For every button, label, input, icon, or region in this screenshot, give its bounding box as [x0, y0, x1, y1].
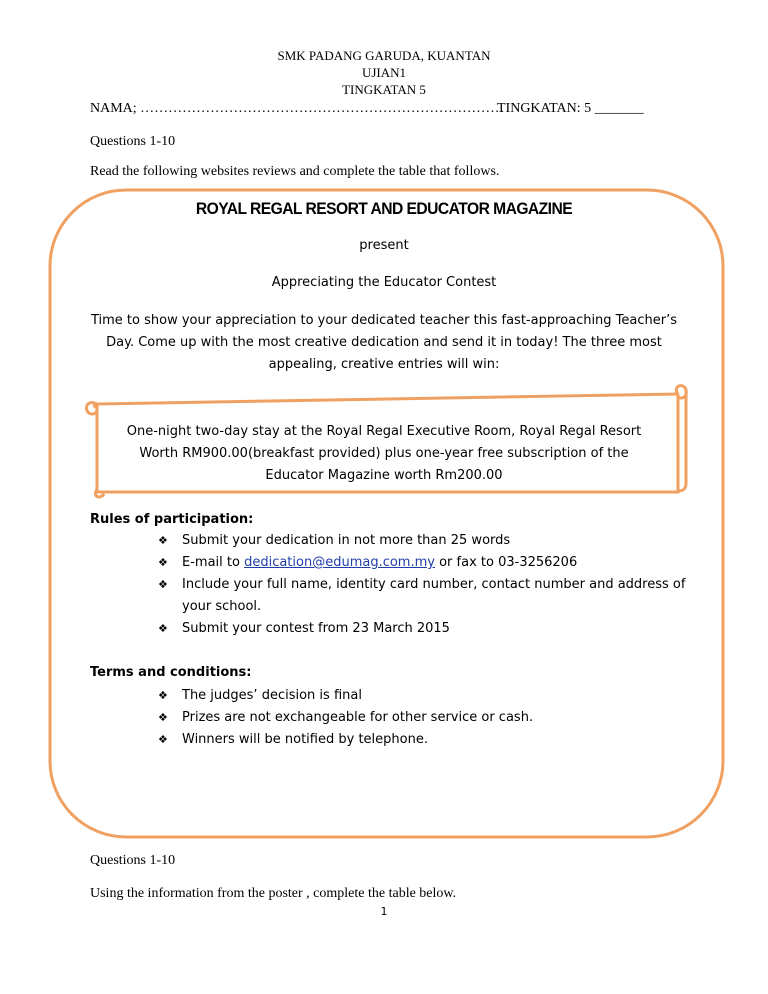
- contest-description: [86, 310, 682, 376]
- exam-name: UJIAN1: [361, 65, 407, 80]
- terms-list: [156, 685, 686, 751]
- list-item: ❖ Include your full name, identity card number, contact number and address of your school.: [156, 574, 686, 618]
- email-link[interactable]: dedication@edumag.com.my: [244, 555, 435, 570]
- form-level: TINGKATAN 5: [342, 82, 426, 97]
- rules-list: [156, 530, 686, 640]
- school-name: SMK PADANG GARUDA, KUANTAN: [277, 48, 491, 63]
- list-item: ❖ The judges’ decision is final: [156, 685, 686, 707]
- list-item: ❖ Prizes are not exchangeable for other service or cash.: [156, 707, 686, 729]
- list-item: ❖ Submit your contest from 23 March 2015: [156, 618, 686, 640]
- questions-heading-2: Questions 1-10: [90, 853, 176, 868]
- contest-name: Appreciating the Educator Contest: [271, 275, 497, 290]
- page-number: 1: [380, 905, 388, 918]
- list-item: ❖ Submit your dedication in not more than 25 words: [156, 530, 686, 552]
- diamond-bullet-icon: ❖: [158, 556, 168, 569]
- poster-title: ROYAL REGAL RESORT AND EDUCATOR MAGAZINE: [195, 199, 573, 218]
- list-item: ❖ Winners will be notified by telephone.: [156, 729, 686, 751]
- poster-present: present: [359, 238, 409, 253]
- prize-line: One-night two-day stay at the Royal Regal Executive Room, Royal Regal Resort: [126, 424, 642, 439]
- description-line: Day. Come up with the most creative dedication and send it in today! The three most: [106, 335, 662, 350]
- questions-heading: Questions 1-10: [90, 134, 176, 149]
- prize-description: [108, 421, 660, 487]
- description-line: appealing, creative entries will win:: [268, 357, 500, 372]
- diamond-bullet-icon: ❖: [158, 622, 168, 635]
- list-item: ❖ E-mail to dedication@edumag.com.my or fax to 03-3256206: [156, 552, 686, 574]
- form-field: TINGKATAN: 5 _______: [497, 101, 644, 116]
- description-line: Time to show your appreciation to your dedicated teacher this fast-approaching Teacher’s: [90, 313, 678, 328]
- diamond-bullet-icon: ❖: [158, 711, 168, 724]
- table-instruction: Using the information from the poster , complete the table below.: [90, 886, 457, 901]
- terms-heading: Terms and conditions:: [90, 665, 252, 680]
- rules-heading: Rules of participation:: [90, 512, 254, 527]
- name-field: NAMA; ……………………………………………………………………: [90, 101, 505, 116]
- prize-line: Worth RM900.00(breakfast provided) plus one-year free subscription of the: [139, 446, 629, 461]
- instruction-text: Read the following websites reviews and complete the table that follows.: [90, 164, 500, 179]
- diamond-bullet-icon: ❖: [158, 689, 168, 702]
- diamond-bullet-icon: ❖: [158, 733, 168, 746]
- prize-line: Educator Magazine worth Rm200.00: [265, 468, 503, 483]
- diamond-bullet-icon: ❖: [158, 534, 168, 547]
- diamond-bullet-icon: ❖: [158, 578, 168, 591]
